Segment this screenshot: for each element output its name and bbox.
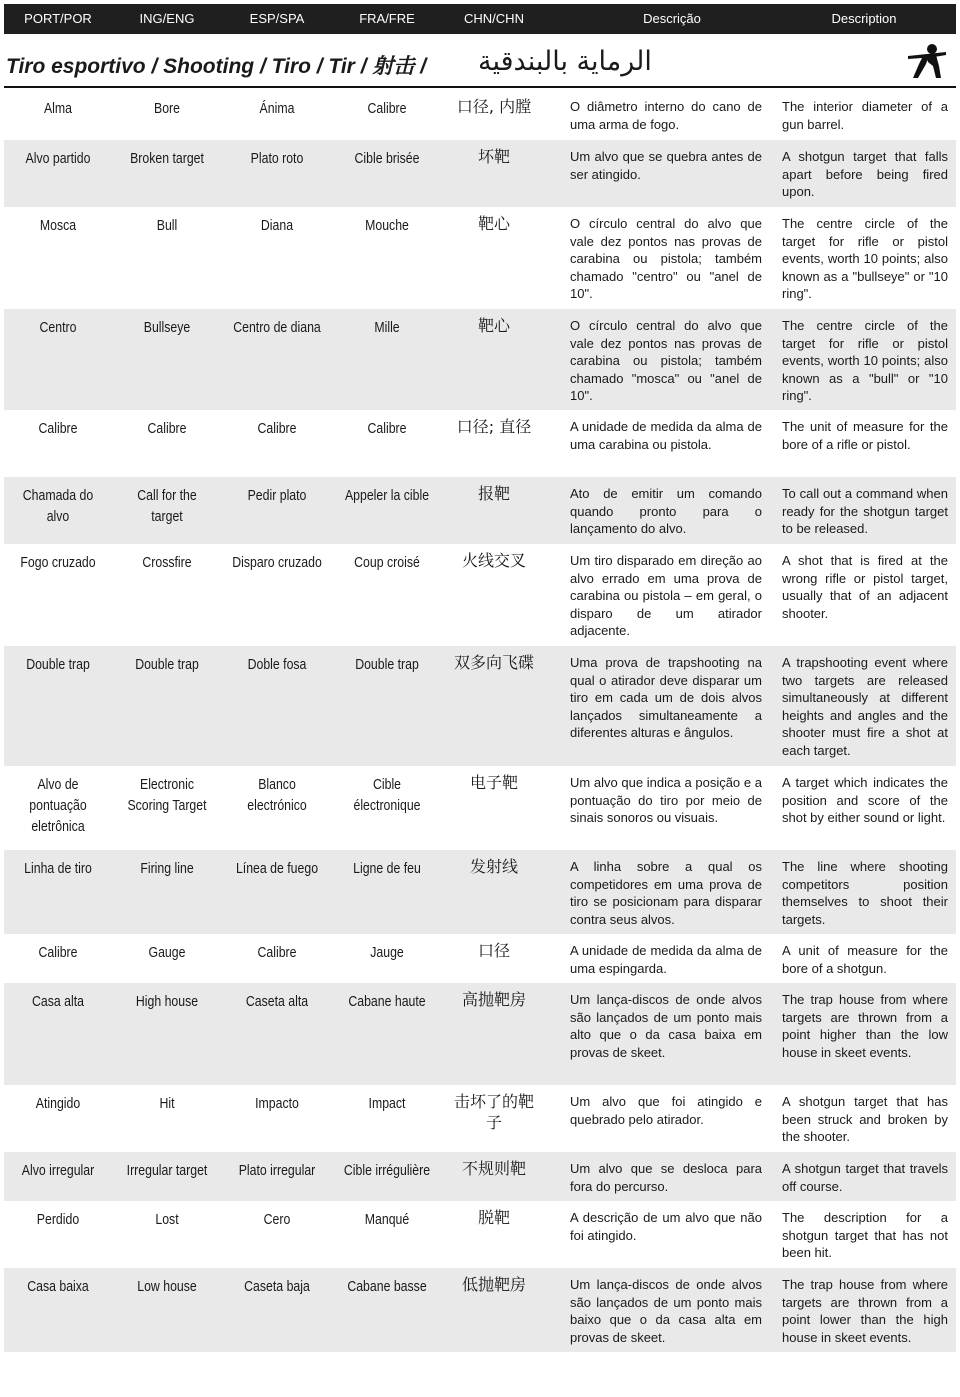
term-chinese: 口径	[477, 941, 510, 960]
description-english: The centre circle of the target for rifle or pistol events, worth 10 points; also known as a "bull" or "10 ring".	[782, 318, 948, 404]
term-english: Lost	[155, 1211, 179, 1228]
term-spanish: Caseta alta	[245, 993, 309, 1010]
term-french: Calibre	[367, 420, 407, 437]
description-portuguese: Um alvo que se desloca para fora do percurso.	[570, 1161, 762, 1194]
description-portuguese: O círculo central do alvo que vale dez pontos nas provas de carabina ou pistola; também chamado "mosca" ou "anel de 10".	[570, 318, 762, 404]
term-spanish: Pedir plato	[247, 487, 307, 504]
table-row	[4, 309, 956, 411]
description-portuguese: A linha sobre a qual os competidores em uma prova de tiro se posicionam para disparar contra seus alvos.	[570, 859, 762, 927]
table-row	[4, 646, 956, 767]
description-english: A unit of measure for the bore of a shotgun.	[782, 943, 948, 976]
description-english: The interior diameter of a gun barrel.	[782, 99, 948, 132]
term-chinese: 坏靶	[477, 147, 510, 166]
column-header-eng: ING/ENG	[139, 11, 195, 26]
term-chinese: 口径; 直径	[456, 417, 532, 436]
term-chinese: 报靶	[477, 484, 510, 503]
term-portuguese: Alvo de pontuação eletrônica	[29, 776, 87, 835]
term-french: Double trap	[355, 656, 419, 673]
description-portuguese: Uma prova de trapshooting na qual o atirador deve disparar um tiro em cada um de dois alvos lançados simultaneamente a diferentes alturas e ângulos.	[570, 655, 762, 741]
term-portuguese: Perdido	[36, 1211, 80, 1228]
term-french: Impact	[368, 1095, 406, 1112]
term-spanish: Doble fosa	[247, 656, 307, 673]
table-row	[4, 766, 956, 851]
section-title-arabic: الرماية بالبندقية	[478, 46, 652, 77]
description-english: The trap house from where targets are thrown from a point lower than the high house in skeet events.	[782, 1277, 948, 1345]
term-chinese: 高抛靶房	[461, 990, 526, 1009]
table-row	[4, 140, 956, 208]
table-row	[4, 1085, 956, 1153]
term-portuguese: Alvo irregular	[21, 1162, 95, 1179]
column-header-chn: CHN/CHN	[464, 11, 524, 26]
shooter-icon	[906, 42, 950, 80]
term-english: Double trap	[135, 656, 199, 673]
description-portuguese: Um lança-discos de onde alvos são lançados de um ponto mais alto que o da casa baixa em provas de skeet.	[570, 992, 762, 1060]
term-french: Cible irrégulière	[343, 1162, 431, 1179]
table-row	[4, 934, 956, 984]
term-french: Jauge	[370, 944, 404, 961]
term-spanish: Centro de diana	[233, 319, 321, 336]
term-english: Bore	[154, 100, 180, 117]
column-header-description: Description	[831, 11, 897, 26]
description-english: A shotgun target that has been struck and broken by the shooter.	[782, 1094, 948, 1145]
term-english: Hit	[159, 1095, 175, 1112]
description-english: The description for a shotgun target that has not been hit.	[782, 1210, 948, 1261]
table-row	[4, 207, 956, 310]
description-portuguese: Um alvo que se quebra antes de ser atingido.	[570, 149, 762, 182]
description-english: The trap house from where targets are thrown from a point higher than the low house in skeet events.	[782, 992, 948, 1060]
term-chinese: 靶心	[477, 316, 510, 335]
term-english: Call for the target	[137, 487, 197, 525]
term-english: Electronic Scoring Target	[127, 776, 207, 814]
term-french: Appeler la cible	[344, 487, 430, 504]
description-english: A target which indicates the position and score of the shot by either sound or light.	[782, 775, 948, 826]
term-chinese: 靶心	[477, 214, 510, 233]
term-portuguese: Casa baixa	[27, 1278, 89, 1295]
term-chinese: 不规则靶	[461, 1159, 526, 1178]
table-row	[4, 90, 956, 141]
description-portuguese: Um tiro disparado em direção ao alvo errado em uma prova de carabina ou pistola – em geral, o disparo de um atirador adjacente.	[570, 553, 762, 639]
term-spanish: Plato roto	[250, 150, 304, 167]
table-row	[4, 983, 956, 1086]
term-spanish: Calibre	[257, 420, 297, 437]
column-header-bar	[4, 4, 956, 34]
term-french: Mille	[374, 319, 400, 336]
term-french: Cabane haute	[348, 993, 426, 1010]
term-chinese: 口径, 内膛	[456, 97, 532, 116]
column-header-fre: FRA/FRE	[359, 11, 415, 26]
section-title: Tiro esportivo / Shooting / Tiro / Tir / 射击 /	[6, 55, 427, 78]
term-spanish: Disparo cruzado	[232, 554, 322, 571]
description-portuguese: Um alvo que foi atingido e quebrado pelo atirador.	[570, 1094, 762, 1127]
term-french: Coup croisé	[354, 554, 420, 571]
term-french: Cabane basse	[347, 1278, 427, 1295]
term-english: Firing line	[140, 860, 194, 877]
term-portuguese: Alvo partido	[25, 150, 91, 167]
term-english: Broken target	[130, 150, 204, 167]
term-french: Calibre	[367, 100, 407, 117]
description-portuguese: Um lança-discos de onde alvos são lançados de um ponto mais baixo que o da casa alta em provas de skeet.	[570, 1277, 762, 1345]
term-chinese: 发射线	[469, 857, 518, 876]
table-row	[4, 850, 956, 935]
term-portuguese: Fogo cruzado	[20, 554, 96, 571]
description-portuguese: A unidade de medida da alma de uma espingarda.	[570, 943, 762, 976]
term-chinese: 击坏了的靶子	[453, 1092, 534, 1132]
column-header-port: PORT/POR	[24, 11, 92, 26]
term-portuguese: Double trap	[26, 656, 90, 673]
term-french: Cible brisée	[354, 150, 420, 167]
term-english: Low house	[137, 1278, 197, 1295]
term-portuguese: Casa alta	[32, 993, 84, 1010]
table-row	[4, 1268, 956, 1353]
description-english: To call out a command when ready for the shotgun target to be released.	[782, 486, 948, 537]
term-english: High house	[135, 993, 199, 1010]
term-portuguese: Mosca	[39, 217, 77, 234]
term-portuguese: Chamada do alvo	[22, 487, 94, 525]
term-english: Bull	[156, 217, 178, 234]
term-portuguese: Linha de tiro	[24, 860, 92, 877]
term-spanish: Cero	[263, 1211, 291, 1228]
description-english: The line where shooting competitors position themselves to shoot their targets.	[782, 859, 948, 927]
term-spanish: Blanco electrónico	[247, 776, 307, 814]
description-portuguese: A unidade de medida da alma de uma carabina ou pistola.	[570, 419, 762, 452]
term-portuguese: Calibre	[38, 420, 78, 437]
column-header-descricao: Descrição	[643, 11, 701, 26]
term-chinese: 脱靶	[477, 1208, 510, 1227]
term-french: Manqué	[364, 1211, 410, 1228]
term-portuguese: Atingido	[35, 1095, 81, 1112]
term-portuguese: Centro	[39, 319, 77, 336]
term-portuguese: Alma	[43, 100, 73, 117]
table-row	[4, 1201, 956, 1269]
term-spanish: Ánima	[259, 100, 295, 117]
description-english: The unit of measure for the bore of a rifle or pistol.	[782, 419, 948, 452]
term-english: Calibre	[147, 420, 187, 437]
section-title-row	[4, 40, 956, 88]
table-row	[4, 477, 956, 545]
description-portuguese: O círculo central do alvo que vale dez pontos nas provas de carabina ou pistola; também chamado "centro" ou "anel de 10".	[570, 216, 762, 302]
term-french: Cible électronique	[353, 776, 421, 814]
description-portuguese: Ato de emitir um comando quando pronto para o lançamento do alvo.	[570, 486, 762, 537]
description-portuguese: O diâmetro interno do cano de uma arma de fogo.	[570, 99, 762, 132]
term-spanish: Calibre	[257, 944, 297, 961]
term-spanish: Caseta baja	[244, 1278, 310, 1295]
term-portuguese: Calibre	[38, 944, 78, 961]
term-french: Mouche	[365, 217, 409, 234]
term-chinese: 低抛靶房	[461, 1275, 526, 1294]
term-chinese: 双多向飞碟	[453, 653, 534, 672]
term-spanish: Línea de fuego	[235, 860, 319, 877]
term-spanish: Plato irregular	[238, 1162, 316, 1179]
term-english: Irregular target	[126, 1162, 208, 1179]
term-english: Bullseye	[143, 319, 191, 336]
term-chinese: 火线交叉	[461, 551, 526, 570]
term-chinese: 电子靶	[469, 773, 518, 792]
term-english: Gauge	[148, 944, 186, 961]
term-spanish: Diana	[260, 217, 294, 234]
description-english: A shotgun target that travels off course.	[782, 1161, 948, 1194]
table-row	[4, 1152, 956, 1202]
term-french: Ligne de feu	[353, 860, 421, 877]
column-header-spa: ESP/SPA	[249, 11, 305, 26]
term-spanish: Impacto	[255, 1095, 299, 1112]
description-english: The centre circle of the target for rifle or pistol events, worth 10 points; also known as a "bullseye" or "10 ring".	[782, 216, 948, 302]
table-row	[4, 410, 956, 478]
description-portuguese: A descrição de um alvo que não foi atingido.	[570, 1210, 762, 1243]
description-english: A shot that is fired at the wrong rifle or pistol target, usually that of an adjacent shooter.	[782, 553, 948, 621]
description-english: A trapshooting event where two targets are released simultaneously at different heights and angles and the shooter must fire a shot at each target.	[782, 655, 948, 758]
description-portuguese: Um alvo que indica a posição e a pontuação do tiro por meio de sinais sonoros ou visuais.	[570, 775, 762, 826]
term-english: Crossfire	[142, 554, 192, 571]
table-row	[4, 544, 956, 647]
description-english: A shotgun target that falls apart before being fired upon.	[782, 149, 948, 200]
